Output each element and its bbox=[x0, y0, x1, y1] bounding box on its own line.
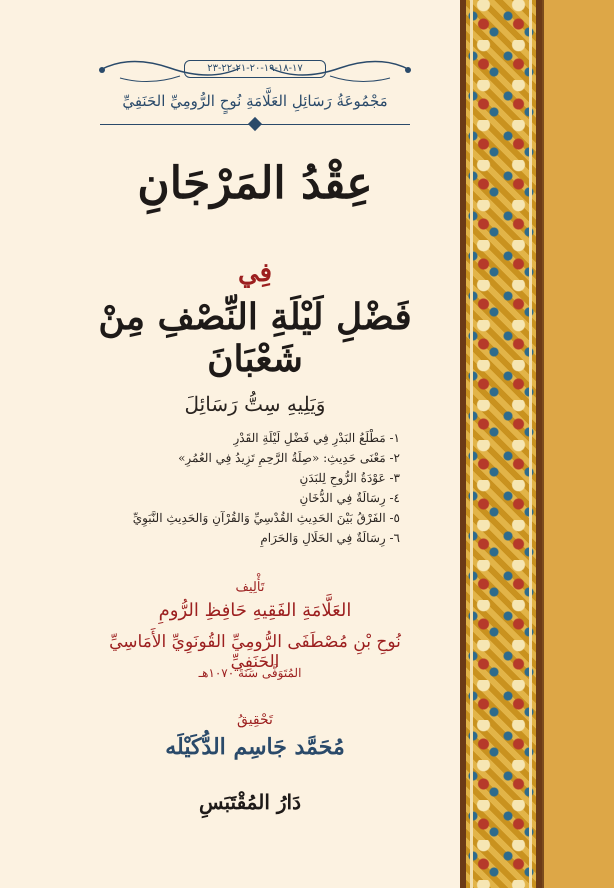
editing-label: تَحْقِيقُ bbox=[237, 712, 273, 728]
list-item: ١- مَطْلَعُ البَدْرِ فِي فَضْلِ لَيْلَةِ القَدْرِ bbox=[233, 431, 400, 445]
book-subtitle: فَضْلِ لَيْلَةِ النِّصْفِ مِنْ شَعْبَانَ bbox=[98, 296, 412, 380]
treatise-list bbox=[80, 428, 400, 548]
editor-name: مُحَمَّد جَاسِم الدُّكَيْلَه bbox=[165, 734, 345, 760]
author-death-date: المُتَوَفَّى سَنَةَ ١٠٧٠هـ bbox=[198, 666, 302, 680]
series-numbers: ١٧-١٨-١٩-٢٠-٢١-٢٢-٢٣ bbox=[184, 60, 326, 78]
title-connector: فِي bbox=[237, 258, 273, 288]
author-name: نُوحِ بْنِ مُصْطَفَى الرُّومِيِّ القُونَوِيِّ الأَمَاسِيِّ الحَنَفِيِّ bbox=[109, 632, 401, 672]
collection-title: مَجْمُوعَةُ رَسَائِلِ العَلَّامَةِ نُوحٍ الرُّومِيِّ الحَنَفِيِّ bbox=[122, 92, 388, 110]
list-item: ٤- رِسَالَةٌ فِي الدُّخَانِ bbox=[299, 491, 400, 505]
authorship-label: تَأْلِيف bbox=[235, 580, 265, 595]
list-item: ٢- مَعْنَى حَدِيثِ: «صِلَةُ الرَّحِمِ تَزِيدُ فِي العُمُرِ» bbox=[178, 451, 400, 465]
publisher-logo: دَارُ المُقْتَبَسِ bbox=[199, 790, 301, 814]
gold-spine-band bbox=[542, 0, 614, 888]
followed-by-heading: وَيَلِيهِ سِتُّ رَسَائِلَ bbox=[184, 392, 326, 416]
list-item: ٥- الفَرْقُ بَيْنَ الحَدِيثِ القُدْسِيِّ وَالقُرْآنِ وَالحَدِيثِ النَّبَوِيِّ bbox=[132, 511, 400, 525]
author-title: العَلَّامَةِ الفَقِيهِ حَافِظِ الرُّومِ bbox=[158, 600, 352, 621]
ornamental-pattern-band bbox=[466, 0, 536, 888]
list-item: ٣- عَوْدَةُ الرُّوحِ لِلبَدَنِ bbox=[299, 471, 400, 485]
list-item: ٦- رِسَالَةٌ فِي الحَلَالِ وَالحَرَامِ bbox=[260, 531, 400, 545]
book-title: عِقْدُ المَرْجَانِ bbox=[137, 158, 373, 209]
